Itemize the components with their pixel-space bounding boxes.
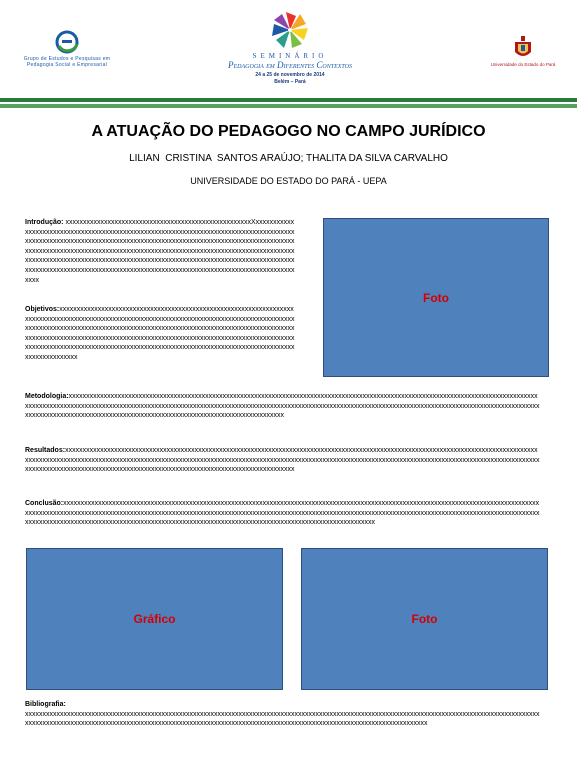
- university-crest-icon: [512, 36, 534, 60]
- university-logo-text: Universidade do Estado do Pará: [490, 62, 556, 67]
- university-logo: [490, 36, 556, 67]
- group-emblem-icon: [51, 30, 83, 54]
- chart-label: Gráfico: [133, 612, 176, 626]
- chart-placeholder: [26, 548, 283, 690]
- section-body: xxxxxxxxxxxxxxxxxxxxxxxxxxxxxxxxxxxxxxxxxxxxxxxxxxxxxxxxxxxxxxxxxxxxxxxxxxxxxxxxxxxxxxxxxxxxxxxxxxxxxxxxxxxxxxxxxxxxxxxxxxxxxxxxxxxxxxxxxxxxxxxxxxxxxxxxxxxxxxxxxxxxxxxxxxxxxxxxxxxxxxxxxxxxxxxxxxxxxxxxxxxxxxxxxxxxxxxxxxxxxxxxxxxxxxxxxxxxxxxxxxxxxxxxxxxxxxxxxxxxxx: [25, 710, 540, 728]
- section-body: xxxxxxxxxxxxxxxxxxxxxxxxxxxxxxxxxxxxxxxxxxxxxxxxxxxxxxxxxxxxxxxxxxxxxxxxxxxxxxxxxxxxxxxxxxxxxxxxxxxxxxxxxxxxxxxxxxxxxxxxxxxxxxxxxxxxxxxxxxxxxxxxxxxxxxxxxxxxxxxxxxxxxxxxxxxxxxxxxxxxxxxxxxxxxxxxxxxxxxxxxxxxxxxxxxxxxxxxxxxxxxxxxxxxxxxxxxxxxxxxxxxxxxxxxxxxxxxxxxxxxxxxxxxxxxxxxxxxxxxxxxxxxxxxxxxxxxxxxxxxxxxxxxxxxxxxxxxxxxxxxxxxxxxxxxxxxxxxxxxxxxxxxxxxxxxxxxx: [25, 393, 540, 420]
- section-heading: Objetivos:: [25, 306, 60, 313]
- conclusion-section: [25, 499, 541, 539]
- seminar-logo: [190, 8, 390, 85]
- photo-label: Foto: [411, 612, 438, 626]
- section-heading: Resultados:: [25, 447, 66, 454]
- results-section: [25, 446, 541, 486]
- poster-authors: LILIAN CRISTINA SANTOS ARAÚJO; THALITA DA SILVA CARVALHO: [129, 153, 448, 164]
- introduction-section: [25, 218, 297, 294]
- methodology-section: [25, 392, 541, 432]
- seminar-place: Belém – Pará: [274, 79, 306, 85]
- seminar-dates: 24 a 25 de novembro de 2014: [255, 72, 325, 78]
- photo-placeholder-bottom: [301, 548, 548, 690]
- section-body: xxxxxxxxxxxxxxxxxxxxxxxxxxxxxxxxxxxxxxxxxxxxxxxxxxxxxXxxxxxxxxxxxxxxxxxxxxxxxxxxxxxxxxxxxxxxxxxxxxxxxxxxxxxxxxxxxxxxxxxxxxxxxxxxxxxxxxxxxxxxxxxxxxxxxxxxxxxxxxxxxxxxxxxxxxxxxxxxxxxxxxxxxxxxxxxxxxxxxxxxxxxxxxxxxxxxxxxxxxxxxxxxxxxxxxxxxxxxxxxxxxxxxxxxxxxxxxxxxxxxxxxxxxxxxxxxxxxxxxxxxxxxxxxxxxxxxxxxxxxxxxxxxxxxxxxxxxxxxxxxxxxxxxxxxxxxxxxxxxxxxxxxxxxxxxxxxxxxxxxxxxxxxxxxxxxxxxxxxxxxxxxxxxxxxxxxxxxxxxxxxxxxxxxxxxxxxxxxxxxxxxxxxxxxxxxxxxxxxxxxxxxxxxxxxxxxxx: [25, 219, 295, 284]
- photo-placeholder-top: [323, 218, 549, 377]
- photo-label: Foto: [423, 290, 449, 305]
- poster-header: [0, 0, 577, 98]
- section-heading: Introdução:: [25, 219, 66, 226]
- section-heading: Metodologia:: [25, 393, 69, 400]
- section-body: xxxxxxxxxxxxxxxxxxxxxxxxxxxxxxxxxxxxxxxxxxxxxxxxxxxxxxxxxxxxxxxxxxxxxxxxxxxxxxxxxxxxxxxxxxxxxxxxxxxxxxxxxxxxxxxxxxxxxxxxxxxxxxxxxxxxxxxxxxxxxxxxxxxxxxxxxxxxxxxxxxxxxxxxxxxxxxxxxxxxxxxxxxxxxxxxxxxxxxxxxxxxxxxxxxxxxxxxxxxxxxxxxxxxxxxxxxxxxxxxxxxxxxxxxxxxxxxxxxxxxxxxxxxxxxxxxxxxxxxxxxxxxxxxxxxxxxxxxxxxxxxxxxxxxxxxxxxxxxxxxxxxxxxxxxxxxxxxxxxxxxxxxxxxxxxxxxxxxxxxxxxxxxxxxxxxxxxxxxxxxxxxxxxxxx: [25, 306, 295, 361]
- poster-title: A ATUAÇÃO DO PEDAGOGO NO CAMPO JURÍDICO: [91, 123, 486, 140]
- bibliography-section: [25, 700, 541, 742]
- seminar-word: SEMINÁRIO: [252, 52, 328, 60]
- objectives-section: [25, 305, 297, 381]
- section-body: xxxxxxxxxxxxxxxxxxxxxxxxxxxxxxxxxxxxxxxxxxxxxxxxxxxxxxxxxxxxxxxxxxxxxxxxxxxxxxxxxxxxxxxxxxxxxxxxxxxxxxxxxxxxxxxxxxxxxxxxxxxxxxxxxxxxxxxxxxxxxxxxxxxxxxxxxxxxxxxxxxxxxxxxxxxxxxxxxxxxxxxxxxxxxxxxxxxxxxxxxxxxxxxxxxxxxxxxxxxxxxxxxxxxxxxxxxxxxxxxxxxxxxxxxxxxxxxxxxxxxxxxxxxxxxxxxxxxxxxxxxxxxxxxxxxxxxxxxxxxxxxxxxxxxxxxxxxxxxxxxxxxxxxxxxxxxxxxxxxxxxxxxxxxxxxxxxxxxxx: [25, 447, 540, 474]
- pinwheel-icon: [266, 8, 314, 52]
- poster-institution: UNIVERSIDADE DO ESTADO DO PARÁ - UEPA: [190, 176, 387, 186]
- section-heading: Conclusão:: [25, 500, 64, 507]
- group-name: Grupo de Estudos e Pesquisas em Pedagogia Social e Empresarial: [23, 56, 111, 68]
- section-heading: Bibliografia:: [25, 701, 66, 708]
- seminar-subtitle: Pedagogia em Diferentes Contextos: [228, 60, 352, 70]
- section-body: xxxxxxxxxxxxxxxxxxxxxxxxxxxxxxxxxxxxxxxxxxxxxxxxxxxxxxxxxxxxxxxxxxxxxxxxxxxxxxxxxxxxxxxxxxxxxxxxxxxxxxxxxxxxxxxxxxxxxxxxxxxxxxxxxxxxxxxxxxxxxxxxxxxxxxxxxxxxxxxxxxxxxxxxxxxxxxxxxxxxxxxxxxxxxxxxxxxxxxxxxxxxxxxxxxxxxxxxxxxxxxxxxxxxxxxxxxxxxxxxxxxxxxxxxxxxxxxxxxxxxxxxxxxxxxxxxxxxxxxxxxxxxxxxxxxxxxxxxxxxxxxxxxxxxxxxxxxxxxxxxxxxxxxxxxxxxxxxxxxxxxxxxxxxxxxxxxxxxxxxxxxxxxxxxxxxxxxxxxxxxxx: [25, 500, 540, 527]
- header-band-light: [0, 104, 577, 108]
- group-logo: [14, 30, 120, 68]
